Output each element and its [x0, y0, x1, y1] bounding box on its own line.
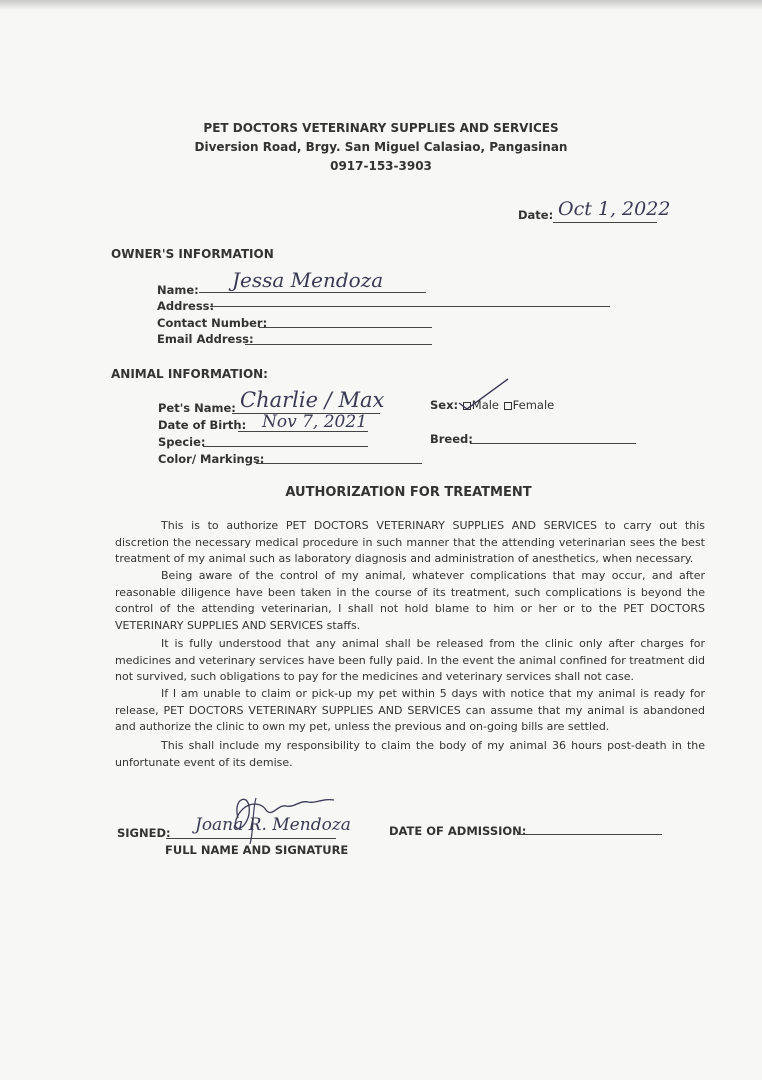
date-value[interactable]: Oct 1, 2022 [558, 198, 671, 220]
authorization-paragraph-2: Being aware of the control of my animal, whatever complications that may occur, and after reasonable diligence have been taken in the course of its treatment, such complications is beyond the control of the attending veterinarian, I shall not hold blame to him or her or to the PET DOCTORS VETERINARY SUPPLIES AND SERVICES staffs. [115, 569, 705, 632]
owner-email-label: Email Address: [157, 332, 254, 346]
authorization-paragraph-4: If I am unable to claim or pick-up my pet within 5 days with notice that my animal is ready for release, PET DOCTORS VETERINARY SUPPLIES AND SERVICES can assume that my animal is abandoned and authorize the clinic to own my pet, unless the previous and on-going bills are settled. [115, 687, 705, 734]
female-option-label: Female [512, 398, 555, 412]
owner-email-field[interactable] [245, 344, 432, 345]
owner-contact-label: Contact Number: [157, 316, 268, 330]
signed-label: SIGNED: [117, 826, 171, 840]
clinic-name: PET DOCTORS VETERINARY SUPPLIES AND SERVICES [203, 121, 559, 135]
date-label: Date: [518, 208, 554, 222]
admission-date-field[interactable] [517, 834, 662, 835]
breed-label: Breed: [430, 432, 473, 446]
male-check-mark [456, 376, 512, 412]
scan-edge-shadow [0, 0, 762, 10]
male-option-label: Male [471, 398, 500, 412]
dob-label: Date of Birth: [158, 418, 247, 432]
owner-name-value[interactable]: Jessa Mendoza [232, 268, 384, 292]
color-markings-label: Color/ Markings: [158, 452, 265, 466]
pet-name-value[interactable]: Charlie / Max [240, 388, 385, 412]
sex-label: Sex: [430, 398, 459, 412]
owner-address-label: Address: [157, 299, 215, 313]
owner-address-field[interactable] [210, 306, 610, 307]
specie-field[interactable] [203, 446, 368, 447]
authorization-paragraph-1: This is to authorize PET DOCTORS VETERINARY SUPPLIES AND SERVICES to carry out this discretion the necessary medical procedure in such manner that the attending veterinarian sees the best treatment of my animal such as laboratory diagnosis and administration of anesthetics, when necessary. [115, 519, 705, 566]
signature-caption: FULL NAME AND SIGNATURE [165, 843, 349, 857]
owner-section-heading: OWNER'S INFORMATION [111, 247, 274, 261]
pet-name-label: Pet's Name: [158, 401, 236, 415]
authorization-paragraph-5: This shall include my responsibility to claim the body of my animal 36 hours post-death in the unfortunate event of its demise. [115, 739, 705, 769]
authorization-paragraph-3: It is fully understood that any animal shall be released from the clinic only after charges for medicines and veterinary services have been fully paid. In the event the animal confined for treatment did not survived, such obligations to pay for the medicines and veterinary services shall not case. [115, 637, 705, 684]
owner-name-line [199, 292, 426, 293]
clinic-address: Diversion Road, Brgy. San Miguel Calasiao, Pangasinan [194, 140, 568, 154]
admission-date-label: DATE OF ADMISSION: [389, 824, 527, 838]
animal-section-heading: ANIMAL INFORMATION: [111, 367, 268, 381]
color-markings-field[interactable] [256, 463, 422, 464]
dob-value[interactable]: Nov 7, 2021 [262, 412, 368, 432]
owner-name-label: Name: [157, 283, 199, 297]
authorization-title: AUTHORIZATION FOR TREATMENT [285, 485, 532, 500]
breed-field[interactable] [470, 443, 636, 444]
signature-flourish [216, 790, 342, 846]
date-line [553, 222, 657, 223]
clinic-phone: 0917-153-3903 [330, 159, 432, 173]
specie-label: Specie: [158, 435, 206, 449]
signature-value[interactable]: Joana R. Mendoza [195, 815, 351, 835]
owner-contact-field[interactable] [259, 327, 432, 328]
